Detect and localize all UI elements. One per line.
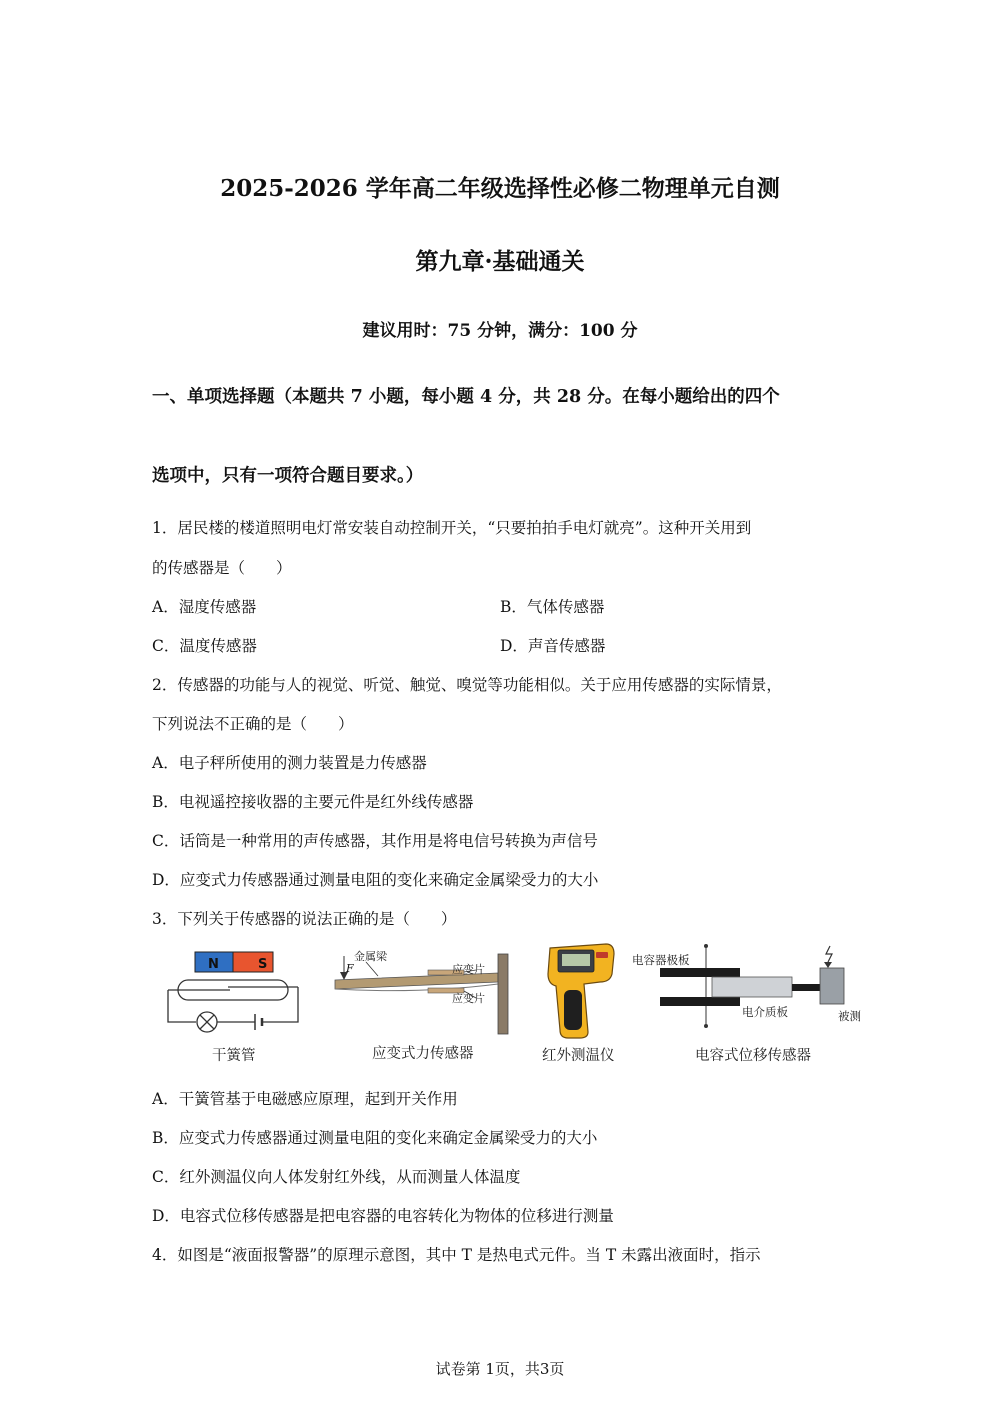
capacitive-sensor-figure [630, 940, 870, 1040]
capacitor-plate-label: 电容器极板 [632, 953, 690, 967]
chapter-subtitle: 第九章·基础通关 [415, 248, 585, 275]
q3-option-d: D．电容式位移传感器是把电容器的电容转化为物体的位移进行测量 [152, 1207, 614, 1225]
strain-sensor-caption: 应变式力传感器 [372, 1046, 474, 1062]
section-heading-line2: 选项中，只有一项符合题目要求。） [152, 466, 424, 486]
ir-thermometer-caption: 红外测温仪 [542, 1048, 615, 1064]
dielectric-label: 电介质板 [742, 1005, 788, 1019]
q2-option-b: B．电视遥控接收器的主要元件是红外线传感器 [152, 793, 474, 811]
q3-option-b: B．应变式力传感器通过测量电阻的变化来确定金属梁受力的大小 [152, 1129, 598, 1147]
exam-title: 2025-2026 学年高二年级选择性必修二物理单元自测 [220, 175, 780, 202]
section-heading-line1: 一、单项选择题（本题共 7 小题，每小题 4 分，共 28 分。在每小题给出的四个 [152, 387, 780, 407]
q2-option-c: C．话筒是一种常用的声传感器，其作用是将电信号转换为声信号 [152, 832, 598, 850]
strain-gauge-label-1: 应变片 [452, 963, 485, 976]
q1-stem-line2: 的传感器是（ ） [152, 559, 292, 577]
capacitor-plate-bottom [660, 997, 740, 1006]
ir-thermometer-figure [532, 940, 622, 1040]
q1-option-c: C．温度传感器 [152, 637, 257, 655]
page-footer: 试卷第 1页，共3页 [435, 1360, 565, 1378]
metal-beam-label: 金属梁 [354, 950, 387, 963]
strain-sensor-figure [330, 940, 520, 1040]
strain-gauge-label-2: 应变片 [452, 992, 485, 1005]
dielectric-plate [712, 977, 792, 997]
reed-switch-figure [160, 940, 310, 1040]
q3-option-a: A．干簧管基于电磁感应原理，起到开关作用 [152, 1090, 458, 1108]
q1-option-b: B．气体传感器 [500, 598, 605, 616]
q1-option-d: D．声音传感器 [500, 637, 606, 655]
q3-figures [160, 940, 870, 1070]
q2-option-a: A．电子秤所使用的测力装置是力传感器 [152, 754, 427, 772]
support-wall [498, 954, 508, 1034]
time-score-info: 建议用时：75 分钟，满分：100 分 [362, 321, 638, 341]
q2-stem-line2: 下列说法不正确的是（ ） [152, 715, 354, 733]
magnet-n-label: N [208, 957, 219, 972]
measured-object [820, 968, 844, 1004]
thermometer-grip [564, 990, 582, 1030]
reed-switch-caption: 干簧管 [212, 1048, 256, 1064]
q3-stem: 3．下列关于传感器的说法正确的是（ ） [152, 910, 457, 928]
q1-option-a: A．湿度传感器 [152, 598, 257, 616]
force-label: F [346, 962, 354, 975]
q2-stem-line1: 2．传感器的功能与人的视觉、听觉、触觉、嗅觉等功能相似。关于应用传感器的实际情景， [152, 676, 782, 694]
q1-stem-line1: 1．居民楼的楼道照明电灯常安装自动控制开关，“只要拍拍手电灯就亮”。这种开关用到 [152, 519, 752, 537]
magnet-s-label: S [258, 957, 268, 972]
q3-option-c: C．红外测温仪向人体发射红外线，从而测量人体温度 [152, 1168, 521, 1186]
capacitive-sensor-caption: 电容式位移传感器 [695, 1048, 811, 1064]
capacitor-plate-top [660, 968, 740, 977]
measured-object-label: 被测 [838, 1009, 861, 1023]
q4-stem-line1: 4．如图是“液面报警器”的原理示意图，其中 T 是热电式元件。当 T 未露出液面时，指示 [152, 1246, 761, 1264]
q2-option-d: D．应变式力传感器通过测量电阻的变化来确定金属梁受力的大小 [152, 871, 599, 889]
